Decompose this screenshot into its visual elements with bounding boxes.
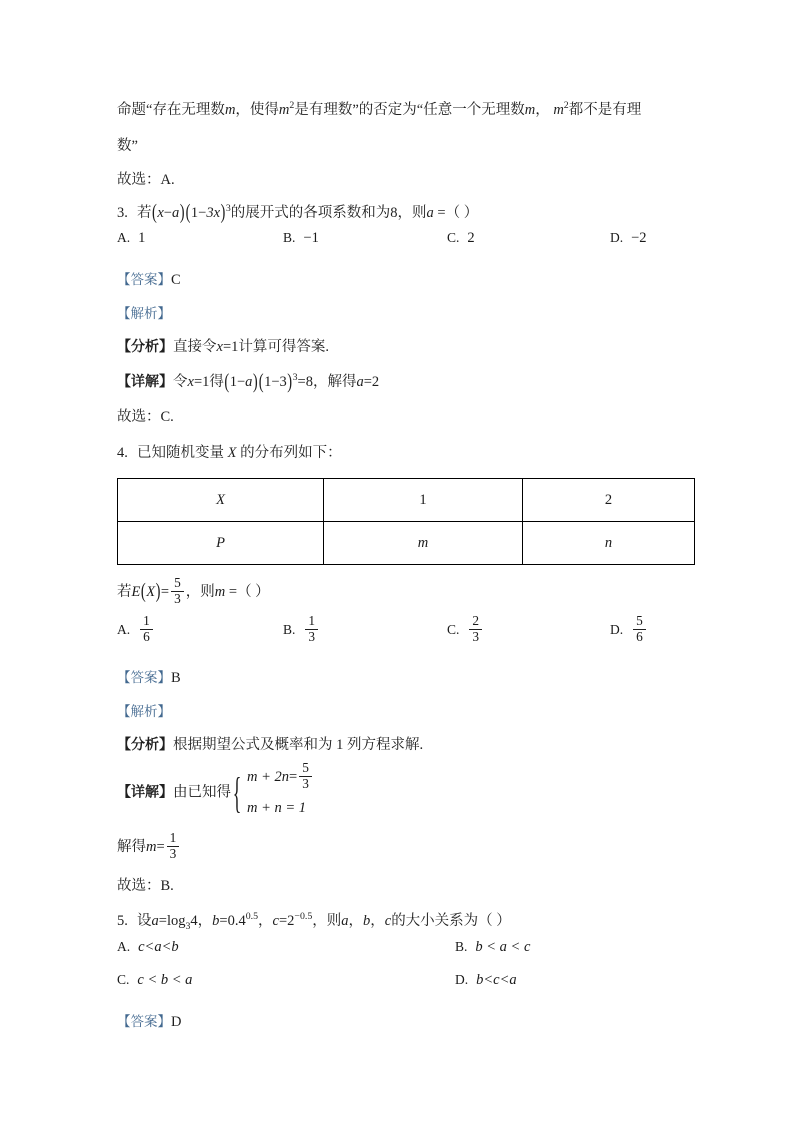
q2-quote-open-2: “	[416, 102, 424, 118]
q4-solve-num: 1	[169, 829, 177, 845]
q4-solve-lead: 解得	[117, 838, 146, 855]
q3-detail-three: 3	[279, 374, 287, 390]
q5-stem-b: b	[212, 913, 220, 929]
q4-answer-tag: 【答案】	[117, 670, 171, 685]
q4-option-d-label: D.	[610, 621, 624, 637]
q3-option-b-label: B.	[283, 230, 296, 245]
q4-cond-comma: ，则	[185, 583, 215, 600]
q3-detail-eight: 8	[305, 374, 313, 390]
q3-option-c[interactable]	[447, 230, 475, 247]
q5-option-c-text: c < b < a	[137, 972, 193, 988]
q3-option-c-text: 2	[467, 230, 475, 246]
q4-eq1-den: 3	[299, 776, 312, 792]
q3-stem-3x: 3x	[206, 205, 221, 221]
q3-stem-equals: =	[437, 205, 446, 221]
q5-stem-a: a	[151, 913, 159, 929]
q4-option-c-den: 3	[469, 629, 482, 645]
q3-detail-minus1: −	[236, 374, 246, 390]
q3-detail-eq2: =	[297, 374, 306, 390]
q4-choice	[117, 870, 685, 903]
table-cell-x-header: X	[118, 479, 324, 522]
q3-approach-eq: =	[222, 339, 232, 355]
table-cell-p-value-2: n	[523, 522, 695, 565]
q3-option-d[interactable]	[610, 230, 647, 247]
q4-analysis-heading	[117, 695, 685, 729]
q4-option-a-fraction	[140, 614, 153, 645]
q3-detail-paren-close-2: )	[287, 370, 293, 394]
q4-option-b[interactable]	[283, 615, 320, 646]
q4-stem-var: X	[227, 445, 237, 461]
q2-msq-exp-1: 2	[289, 100, 295, 112]
q4-eq1-equals: =	[289, 768, 298, 785]
q4-option-b-fraction	[305, 614, 318, 645]
q4-equation-2: m + n = 1	[247, 800, 307, 817]
q2-msq-base-1: m	[278, 102, 290, 118]
q3-stem-x: x	[157, 205, 164, 221]
q5-option-b-label: B.	[455, 939, 468, 954]
q3-stem-parens: （ ）	[445, 205, 479, 221]
q5-option-b-text: b < a < c	[475, 939, 531, 955]
q3-option-a-text: 1	[138, 230, 146, 246]
table-cell-p-value-1: m	[324, 522, 523, 565]
page-content	[117, 92, 685, 1039]
q3-detail-a2: a	[356, 374, 364, 390]
q3-approach-post: 计算可得答案.	[238, 339, 329, 355]
q3-option-b[interactable]	[283, 230, 319, 247]
q5-stem-tail: 的大小关系为（ ）	[391, 913, 511, 929]
q4-equation-system	[233, 762, 314, 824]
q3-approach-one: 1	[231, 339, 239, 355]
q3-approach-x: x	[216, 339, 223, 355]
q4-option-d-fraction	[633, 614, 646, 645]
q2-comma-1: ，	[235, 102, 250, 118]
q4-cond-fraction	[171, 576, 184, 607]
q5-stem-comma5: ，	[370, 913, 385, 929]
q3-stem-minus2: −	[198, 205, 207, 221]
q3-detail-paren-open-1: (	[224, 370, 230, 394]
q3-options	[117, 230, 685, 263]
q4-cond-eq2: =	[228, 583, 238, 600]
q3-option-a-label: A.	[117, 230, 131, 245]
table-cell-x-value-1: 1	[324, 479, 523, 522]
q3-detail-g1: 1	[229, 374, 237, 390]
q2-statement-line2	[117, 128, 685, 164]
table-row	[118, 479, 695, 522]
q3-paren-close-1: )	[179, 201, 185, 225]
q4-cond-paren-open: (	[140, 579, 146, 603]
q3-stem-exponent: 3	[225, 203, 231, 215]
q4-option-a-den: 6	[140, 629, 153, 645]
q4-cond-X: X	[146, 583, 156, 600]
q3-paren-open-1: (	[152, 201, 157, 225]
q4-cond-frac-den: 3	[171, 591, 184, 607]
q5-option-d-label: D.	[455, 972, 469, 987]
q4-eq1-fraction	[299, 761, 312, 792]
q4-number: 4.	[117, 445, 128, 461]
q4-stem	[117, 434, 685, 472]
q2-line2-text: 数	[117, 138, 132, 154]
q5-stem-b-base: 0.4	[227, 913, 246, 929]
q3-detail-eq1: =	[193, 374, 203, 390]
q4-condition	[117, 569, 685, 615]
q3-answer-tag: 【答案】	[117, 272, 171, 287]
q2-var-m-2: m	[524, 102, 536, 118]
q3-detail-two: 2	[371, 374, 380, 390]
q4-option-d-den: 6	[633, 629, 646, 645]
q4-options	[117, 615, 685, 661]
q5-stem-log: log	[166, 913, 186, 929]
q4-cond-frac-num: 5	[174, 574, 181, 590]
q5-stem-log-base: 3	[185, 920, 191, 932]
q3-detail-paren-open-2: (	[258, 370, 264, 394]
q4-solve-eq: =	[156, 838, 165, 855]
q2-msq-base-2: m	[553, 102, 564, 118]
q2-choice	[117, 164, 685, 197]
q2-quote-close-2: ”	[131, 138, 138, 154]
q3-detail-tag: 【详解】	[117, 375, 173, 390]
q4-stem-tail: 的分布列如下：	[240, 445, 342, 461]
q5-stem-comma3: ，则	[312, 913, 342, 929]
q3-analysis-heading	[117, 297, 685, 331]
table-cell-p-header: P	[118, 522, 324, 565]
q4-cond-E: E	[131, 583, 141, 600]
q2-statement	[117, 92, 685, 128]
q5-option-d-text: b<c<a	[476, 972, 517, 988]
q3-detail-comma: ，解得	[312, 374, 357, 390]
q5-answer-value: D	[171, 1014, 182, 1030]
q4-solve-m: m	[146, 838, 157, 855]
q3-paren-open-2: (	[185, 201, 191, 225]
q3-detail-exponent: 3	[292, 372, 298, 384]
q5-option-c-label: C.	[117, 972, 130, 987]
q4-solve-den: 3	[167, 846, 180, 862]
q2-text-inner1: 存在无理数	[152, 102, 225, 118]
q3-option-a[interactable]	[117, 230, 145, 247]
q4-detail-lead: 由已知得	[173, 784, 231, 801]
q2-quote-close-1: ”	[352, 102, 359, 118]
q5-options-row2	[117, 972, 685, 1005]
q2-comma-2: ，	[535, 102, 550, 118]
q2-text-part2: 的否定为	[358, 102, 417, 118]
q5-stem-c: c	[272, 913, 279, 929]
q3-analysis-tag: 【解析】	[117, 306, 171, 321]
q3-choice-text: 故选：C.	[117, 409, 174, 425]
q5-stem-vb: b	[363, 913, 371, 929]
q2-text-inner2: 使得	[249, 102, 279, 118]
q4-choice-text: 故选：B.	[117, 878, 174, 894]
q3-stem-minus: −	[163, 205, 172, 221]
q3-option-d-text: −2	[631, 230, 647, 246]
q3-detail-x: x	[187, 374, 194, 390]
table-cell-x-value-2: 2	[523, 479, 695, 522]
q4-option-c-num: 2	[472, 613, 480, 628]
q4-answer	[117, 661, 685, 695]
q4-eq1-num: 5	[302, 760, 309, 776]
q3-stem-mid: 的展开式的各项系数和为	[230, 205, 391, 221]
q5-stem-va: a	[341, 913, 349, 929]
q3-option-c-label: C.	[447, 230, 460, 245]
q5-options-row1	[117, 939, 685, 972]
q5-option-a-label: A.	[117, 939, 131, 954]
q3-stem-one: 1	[190, 205, 199, 221]
q4-option-c-label: C.	[447, 621, 460, 637]
q5-option-a-text: c<a<b	[138, 939, 179, 955]
q5-option-c[interactable]	[117, 972, 192, 989]
q5-stem-four: 4	[190, 913, 198, 929]
q5-stem-vc: c	[384, 913, 392, 929]
q4-cond-lead: 若	[117, 583, 132, 600]
q3-number: 3.	[117, 205, 128, 221]
q5-number: 5.	[117, 913, 128, 929]
distribution-table	[117, 478, 695, 565]
q3-stem-a: a	[171, 205, 180, 221]
q4-solve-fraction	[167, 831, 180, 862]
q3-detail-de: 得	[209, 374, 224, 390]
q5-option-a[interactable]	[117, 939, 179, 956]
q5-option-d[interactable]	[455, 972, 517, 989]
q3-stem-var: a	[426, 205, 434, 221]
q4-stem-text: 已知随机变量	[137, 445, 224, 461]
q2-text-inner3: 是有理数	[294, 102, 353, 118]
q4-option-c[interactable]	[447, 615, 484, 646]
q3-approach-tag: 【分析】	[117, 340, 173, 355]
q3-paren-close-2: )	[220, 201, 226, 225]
q3-stem-comma: ，则	[397, 205, 427, 221]
q4-option-a-num: 1	[143, 613, 150, 628]
q5-stem-c-exp: −0.5	[294, 911, 313, 923]
q5-stem-eq3: =	[278, 913, 288, 929]
q4-cond-paren-close: )	[155, 579, 161, 603]
q4-option-b-den: 3	[305, 629, 318, 645]
q5-stem-comma2: ，	[258, 913, 273, 929]
q2-choice-text: 故选：A.	[117, 172, 175, 188]
q2-text-inner5: 都不是有理	[568, 102, 642, 118]
q3-detail-paren-close-1: )	[252, 370, 258, 394]
left-brace-icon: {	[232, 768, 242, 818]
q4-analysis-tag: 【解析】	[117, 704, 171, 719]
q4-cond-parens: （ ）	[237, 583, 270, 600]
q4-approach	[117, 729, 685, 762]
q4-cond-eq: =	[160, 583, 170, 600]
q4-approach-text: 根据期望公式及概率和为 1 列方程求解.	[173, 737, 424, 753]
q5-stem-b-exp: 0.5	[245, 911, 259, 923]
q4-solution	[117, 824, 685, 870]
q3-choice	[117, 401, 685, 434]
q3-detail-lead: 令	[173, 374, 188, 390]
q3-stem	[117, 197, 685, 230]
q5-option-b[interactable]	[455, 939, 530, 956]
q3-option-d-label: D.	[610, 230, 624, 245]
q3-detail	[117, 364, 685, 401]
q4-option-b-num: 1	[308, 613, 316, 628]
q2-text-inner4: 任意一个无理数	[423, 102, 525, 118]
q5-stem-comma4: ，	[348, 913, 363, 929]
q4-option-b-label: B.	[283, 621, 296, 637]
q4-detail	[117, 762, 685, 824]
q3-stem-eight: 8	[390, 205, 398, 221]
q3-answer	[117, 263, 685, 297]
q3-detail-a: a	[245, 374, 253, 390]
q4-option-d[interactable]	[610, 615, 648, 646]
q3-detail-minus2: −	[271, 374, 280, 390]
q3-option-b-text: −1	[303, 230, 319, 246]
q2-quote-open: “	[146, 102, 153, 118]
q4-approach-tag: 【分析】	[117, 738, 173, 753]
q2-msq-exp-2: 2	[563, 100, 569, 112]
q5-answer	[117, 1005, 685, 1039]
q4-cond-m: m	[214, 583, 226, 600]
q4-option-a[interactable]	[117, 615, 155, 646]
q5-stem	[117, 903, 685, 939]
q4-option-a-label: A.	[117, 621, 131, 637]
q3-detail-eq3: =	[363, 374, 372, 390]
q5-stem-lead: 设	[137, 913, 152, 929]
q4-eq1-left: m + 2n	[247, 768, 290, 785]
q3-stem-lead: 若	[137, 205, 152, 221]
q4-equation-1	[247, 762, 314, 793]
q2-text-part1: 命题	[117, 102, 146, 118]
q5-answer-tag: 【答案】	[117, 1014, 171, 1029]
q4-option-c-fraction	[469, 614, 482, 645]
table-row	[118, 522, 695, 565]
q5-stem-eq2: =	[219, 913, 228, 929]
q4-option-d-num: 5	[636, 613, 643, 628]
q3-detail-one: 1	[202, 374, 210, 390]
q4-detail-tag: 【详解】	[117, 785, 173, 801]
q2-var-m: m	[224, 102, 236, 118]
q4-answer-value: B	[171, 670, 181, 686]
q5-stem-c-base: 2	[287, 913, 295, 929]
q3-answer-value: C	[171, 272, 181, 288]
q5-stem-comma1: ，	[197, 913, 213, 929]
q3-detail-g2: 1	[264, 374, 272, 390]
q3-approach	[117, 331, 685, 364]
q5-stem-eq1: =	[158, 913, 167, 929]
q3-approach-pre: 直接令	[173, 339, 217, 355]
